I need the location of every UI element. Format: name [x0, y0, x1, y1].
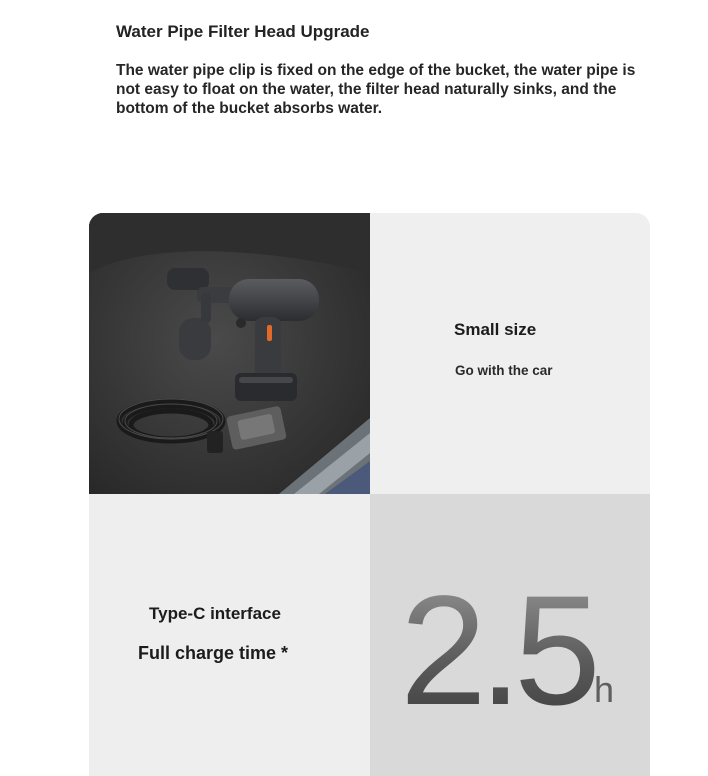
type-c-title: Type-C interface: [149, 604, 281, 623]
type-c-panel: [89, 494, 370, 776]
section-description: The water pipe clip is fixed on the edge of the bucket, the water pipe is not easy to float on the water, the filter head naturally sinks, and the bottom of the bucket absorbs water.: [116, 62, 636, 117]
charge-time-label: Full charge time *: [138, 643, 289, 663]
charge-time-unit: h: [594, 669, 615, 710]
feature-grid: [89, 213, 650, 776]
section-heading: Water Pipe Filter Head Upgrade: [116, 22, 370, 41]
small-size-subtitle: Go with the car: [455, 363, 553, 378]
small-size-panel: [370, 213, 650, 494]
charge-time-value: 2.5: [400, 564, 593, 738]
small-size-title: Small size: [454, 320, 537, 339]
product-photo: [89, 213, 370, 494]
charge-time-panel: [370, 494, 650, 776]
